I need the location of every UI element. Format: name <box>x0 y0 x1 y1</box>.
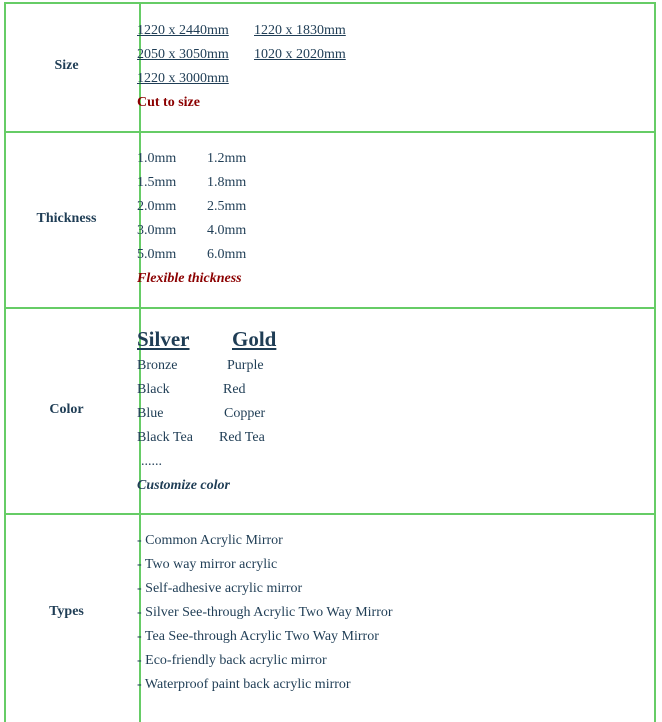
color-value: Red <box>223 382 246 397</box>
thickness-value: 4.0mm <box>207 223 247 238</box>
size-option-link[interactable]: 1220 x 2440mm <box>137 23 229 38</box>
thickness-value: 3.0mm <box>137 223 177 238</box>
color-value: Black Tea <box>137 430 193 445</box>
thickness-value: 2.5mm <box>207 199 247 214</box>
types-label: Types <box>49 604 84 619</box>
color-note: Customize color <box>137 478 230 493</box>
size-cell <box>137 19 346 115</box>
row-divider <box>6 513 654 515</box>
thickness-value: 1.5mm <box>137 175 177 190</box>
type-item: - Eco-friendly back acrylic mirror <box>137 653 327 668</box>
color-value: Blue <box>137 406 164 421</box>
color-value: Red Tea <box>219 430 265 445</box>
color-label: Color <box>49 402 84 417</box>
type-item: - Common Acrylic Mirror <box>137 533 283 548</box>
size-label: Size <box>54 58 79 73</box>
color-value: Bronze <box>137 358 178 373</box>
color-featured-link[interactable]: Silver <box>137 327 190 351</box>
row-divider <box>6 307 654 309</box>
types-cell <box>137 529 393 697</box>
type-item: - Silver See-through Acrylic Two Way Mirror <box>137 605 393 620</box>
type-item: - Tea See-through Acrylic Two Way Mirror <box>137 629 379 644</box>
size-option-link[interactable]: 2050 x 3050mm <box>137 47 229 62</box>
size-note: Cut to size <box>137 95 200 110</box>
type-item: - Two way mirror acrylic <box>137 557 278 572</box>
thickness-value: 1.8mm <box>207 175 247 190</box>
size-option-link[interactable]: 1220 x 1830mm <box>254 23 346 38</box>
color-more: ...... <box>141 454 162 469</box>
color-featured-link[interactable]: Gold <box>232 327 277 351</box>
thickness-value: 5.0mm <box>137 247 177 262</box>
color-value: Purple <box>227 358 264 373</box>
thickness-value: 1.0mm <box>137 151 177 166</box>
thickness-cell <box>137 147 247 291</box>
color-value: Black <box>137 382 170 397</box>
color-cell <box>137 324 277 498</box>
type-item: - Waterproof paint back acrylic mirror <box>137 677 351 692</box>
row-divider <box>6 131 654 133</box>
thickness-value: 1.2mm <box>207 151 247 166</box>
size-option-link[interactable]: 1020 x 2020mm <box>254 47 346 62</box>
thickness-value: 2.0mm <box>137 199 177 214</box>
thickness-note: Flexible thickness <box>137 271 242 286</box>
color-value: Copper <box>224 406 266 421</box>
thickness-label: Thickness <box>36 211 97 226</box>
type-item: - Self-adhesive acrylic mirror <box>137 581 303 596</box>
size-option-link[interactable]: 1220 x 3000mm <box>137 71 229 86</box>
thickness-value: 6.0mm <box>207 247 247 262</box>
